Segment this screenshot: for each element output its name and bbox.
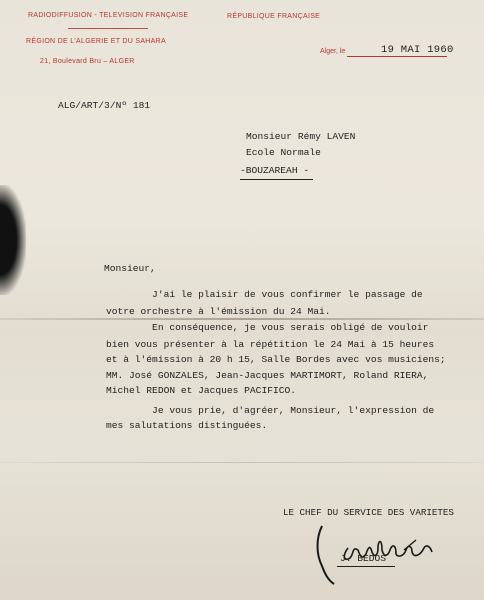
signatory-name: J. BEDOS [340,553,387,564]
letterhead-address: 21, Boulevard Bru – ALGER [40,58,135,65]
date-line [347,56,447,57]
signatory-name-underline [337,566,395,567]
body-line: votre orchestre à l'émission du 24 Mai. [106,306,331,317]
body-line: J'ai le plaisir de vous confirmer le passage de [106,289,423,300]
body-line: mes salutations distinguées. [106,420,268,431]
body-line: En conséquence, je vous serais obligé de vouloir [106,322,429,333]
fold-crease [0,318,484,320]
body-line: et à l'émission à 20 h 15, Salle Bordes avec vos musiciens; [106,354,446,365]
body-line: Michel REDON et Jacques PACIFICO. [106,385,296,396]
body-line: MM. José GONZALES, Jean-Jacques MARTIMORT, Roland RIERA, [106,370,429,381]
recipient-school: Ecole Normale [246,147,321,158]
date-place-label: Alger, le [320,48,346,55]
recipient-name: Monsieur Rémy LAVEN [246,131,356,142]
letter-date: 19 MAI 1960 [381,44,454,56]
signatory-title: LE CHEF DU SERVICE DES VARIETES [283,507,454,518]
body-line: bien vous présenter à la répétition le 24 Mai à 15 heures [106,339,435,350]
letterhead-region: RÉGION DE L'ALGERIE ET DU SAHARA [26,38,166,45]
reference-number: ALG/ART/3/Nº 181 [58,100,151,111]
body-line: Je vous prie, d'agréer, Monsieur, l'expression de [106,405,435,416]
fold-crease [0,462,484,463]
letterhead-republic: RÉPUBLIQUE FRANÇAISE [227,13,321,20]
salutation: Monsieur, [104,263,156,274]
letterhead-divider [68,28,148,29]
recipient-city: -BOUZAREAH - [240,165,310,176]
page-stain [0,185,26,295]
recipient-city-underline [240,179,313,180]
letterhead-organization: RADIODIFFUSION - TELEVISION FRANÇAISE [28,12,189,19]
